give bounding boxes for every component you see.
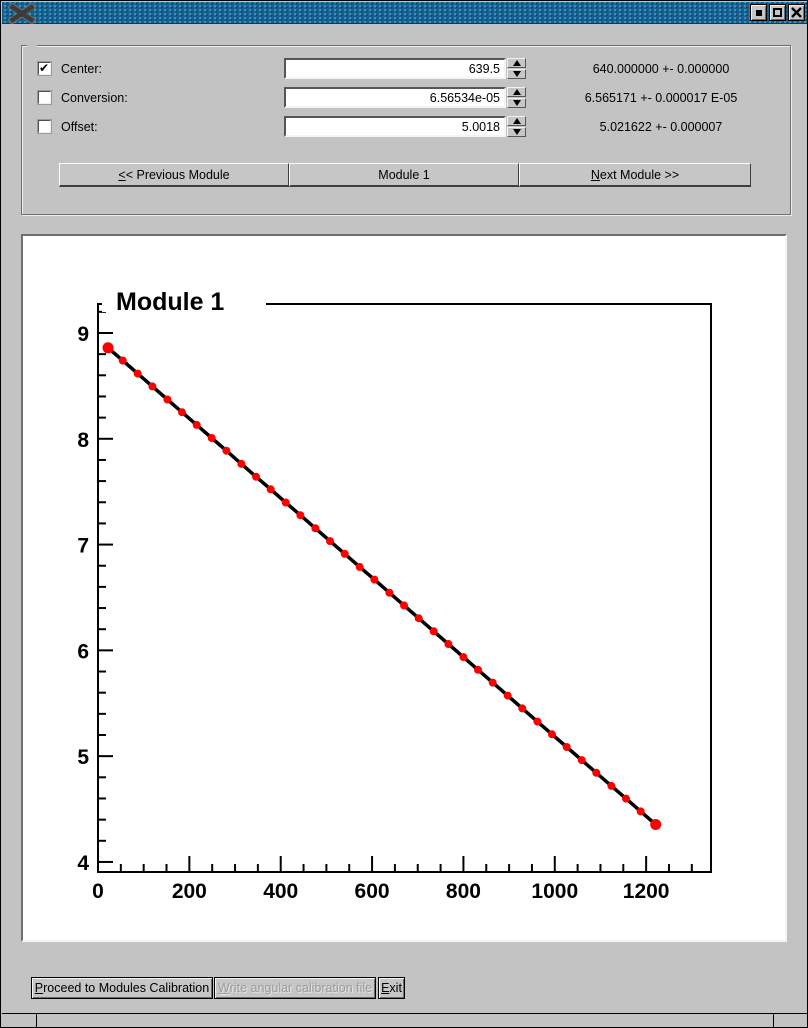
conversion-fit-result: 6.565171 +- 0.000017 E-05 (584, 91, 738, 105)
center-checkbox[interactable] (38, 62, 51, 75)
offset-checkbox[interactable] (38, 120, 51, 133)
close-button[interactable] (788, 4, 805, 21)
conversion-checkbox[interactable] (38, 91, 51, 104)
groupbox-title-gap (27, 44, 37, 47)
offset-spinner (507, 116, 526, 137)
svg-text:600: 600 (354, 880, 390, 903)
svg-text:Module 1: Module 1 (116, 288, 225, 316)
center-spin-down-button[interactable] (507, 69, 526, 79)
center-label: Center: (61, 62, 102, 76)
window-resize-bar[interactable] (2, 1013, 808, 1026)
center-fit-result: 640.000000 +- 0.000000 (592, 62, 730, 76)
module-calibration-chart (23, 236, 785, 940)
next-module-button[interactable]: N ext Module >> (519, 163, 751, 187)
svg-text:0: 0 (92, 880, 104, 903)
offset-label: Offset: (61, 120, 98, 134)
close-icon (791, 7, 802, 18)
iconify-button[interactable] (750, 4, 767, 21)
conversion-spinner (507, 87, 526, 108)
current-module-button[interactable]: Module 1 (289, 163, 519, 187)
svg-text:200: 200 (171, 880, 207, 903)
offset-spin-down-button[interactable] (507, 127, 526, 137)
svg-text:9: 9 (77, 322, 89, 346)
svg-text:6: 6 (77, 640, 89, 664)
svg-text:4: 4 (77, 851, 89, 875)
proceed-to-modules-calibration-button[interactable]: P roceed to Modules Calibration (31, 977, 213, 999)
svg-text:7: 7 (77, 534, 89, 558)
maximize-button[interactable] (769, 4, 786, 21)
svg-text:1200: 1200 (622, 880, 670, 903)
arrow-up-icon (513, 89, 521, 95)
previous-module-button[interactable]: < < Previous Module (59, 163, 289, 187)
svg-text:400: 400 (263, 880, 299, 903)
center-spin-up-button[interactable] (507, 58, 526, 68)
svg-text:1000: 1000 (531, 880, 579, 903)
arrow-up-icon (513, 60, 521, 66)
conversion-label: Conversion: (61, 91, 128, 105)
frame-corner-separator (773, 1014, 774, 1027)
arrow-down-icon (513, 100, 521, 106)
frame-corner-separator (36, 1014, 37, 1027)
conversion-input[interactable] (284, 87, 506, 108)
svg-text:800: 800 (445, 880, 481, 903)
titlebar[interactable] (2, 2, 808, 24)
arrow-up-icon (513, 118, 521, 124)
conversion-spin-up-button[interactable] (507, 87, 526, 97)
write-angular-calibration-file-button: W rite angular calibration file (214, 977, 376, 999)
iconify-icon (756, 10, 762, 16)
plot-canvas[interactable] (21, 234, 787, 942)
offset-fit-result: 5.021622 +- 0.000007 (599, 120, 723, 134)
conversion-spin-down-button[interactable] (507, 98, 526, 108)
x11-logo-icon (6, 3, 38, 24)
svg-text:8: 8 (77, 428, 89, 452)
svg-text:5: 5 (77, 746, 89, 770)
arrow-down-icon (513, 71, 521, 77)
arrow-down-icon (513, 129, 521, 135)
exit-button[interactable]: E xit (378, 977, 405, 999)
center-input[interactable] (284, 58, 506, 79)
center-spinner (507, 58, 526, 79)
maximize-icon (773, 8, 782, 17)
offset-spin-up-button[interactable] (507, 116, 526, 126)
offset-input[interactable] (284, 116, 506, 137)
